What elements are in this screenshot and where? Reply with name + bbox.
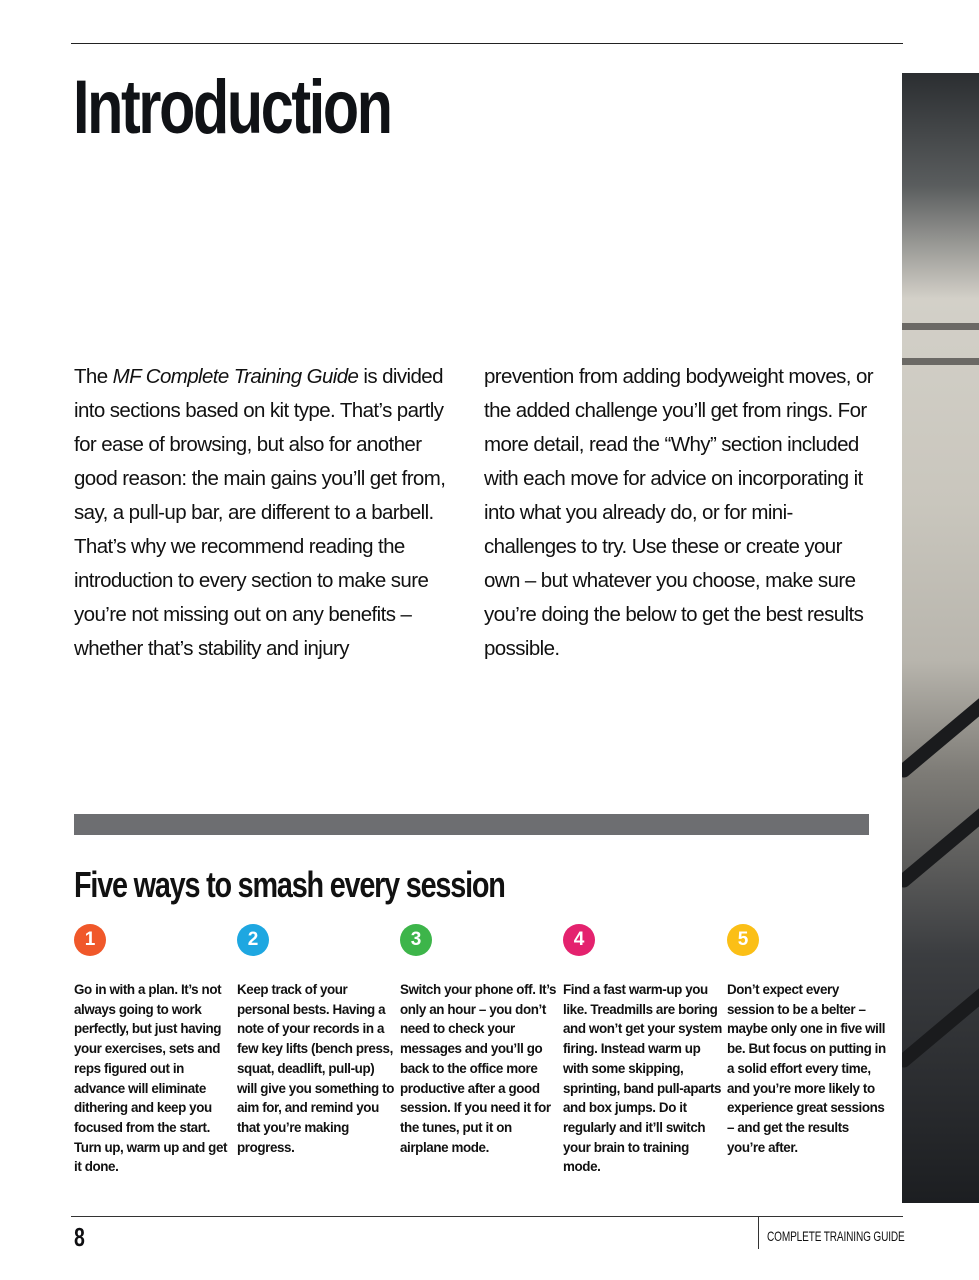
- photo-rope: [902, 680, 979, 781]
- tip-5: [727, 924, 887, 1157]
- footer-separator: [758, 1217, 759, 1249]
- tip-number-badge: 3: [400, 924, 432, 956]
- intro-column-left: [74, 360, 466, 666]
- tip-3: [400, 924, 560, 1157]
- gym-photo: [902, 73, 979, 1203]
- photo-beam: [902, 358, 979, 365]
- tip-text: Don’t expect every session to be a belter – maybe only one in five will be. But focus on putting in a solid effort every time, and you’re more likely to experience great sessions – and get the results you’re after.: [727, 982, 886, 1155]
- tip-text: Go in with a plan. It’s not always going to work perfectly, but just having your exercises, sets and reps figured out in advance will eliminate dithering and keep you focused from the start. Turn up, warm up and get it done.: [74, 982, 228, 1175]
- section-divider-bar: [74, 814, 869, 835]
- tip-text: Keep track of your personal bests. Having a note of your records in a few key lifts (bench press, squat, deadlift, pull-up) will give you something to aim for, and remind you that you’re making progress.: [237, 982, 394, 1155]
- tip-number-badge: 1: [74, 924, 106, 956]
- guide-title: MF Complete Training Guide: [112, 365, 359, 388]
- page-number: 8: [74, 1222, 85, 1252]
- footer-title: COMPLETE TRAINING GUIDE: [767, 1228, 905, 1244]
- intro-lead-prefix: The: [74, 365, 113, 388]
- tip-text: Switch your phone off. It’s only an hour – you don’t need to check your messages and you’ll go back to the office more productive after a good session. If you need it for the tunes, put it on airplane mode.: [400, 982, 557, 1155]
- tip-text: Find a fast warm-up you like. Treadmills are boring and won’t get your system firing. Instead warm up with some skipping, sprinting, band pull-aparts and box jumps. Do it regularly and it’ll switch your brain to training mode.: [563, 982, 722, 1175]
- tip-2: [237, 924, 397, 1157]
- tip-number-badge: 4: [563, 924, 595, 956]
- intro-lead-text: is divided into sections based on kit type. That’s partly for ease of browsing, but also for another good reason: the main gains you’ll get from, say, a pull-up bar, are different to a barbell. That’s why we recommend reading the introduction to every section to make sure you’re not missing out on any benefits – whether that’s stability and injury: [74, 365, 446, 660]
- page-title: Introduction: [73, 65, 391, 150]
- tip-number-badge: 5: [727, 924, 759, 956]
- tip-4: [563, 924, 723, 1177]
- tips-heading: Five ways to smash every session: [74, 864, 505, 905]
- photo-beam: [902, 323, 979, 330]
- tip-number-badge: 2: [237, 924, 269, 956]
- photo-rope: [902, 790, 979, 891]
- tip-1: [74, 924, 234, 1177]
- photo-rope: [902, 970, 979, 1071]
- intro-column-right: prevention from adding bodyweight moves, or the added challenge you’ll get from rings. For more detail, read the “Why” section included with each move for advice on incorporating it into what you already do, or for mini-challenges to try. Use these or create your own – but whatever you choose, make sure you’re doing the below to get the best results possible.: [484, 365, 873, 660]
- bottom-rule: [71, 1216, 903, 1217]
- top-rule: [71, 43, 903, 44]
